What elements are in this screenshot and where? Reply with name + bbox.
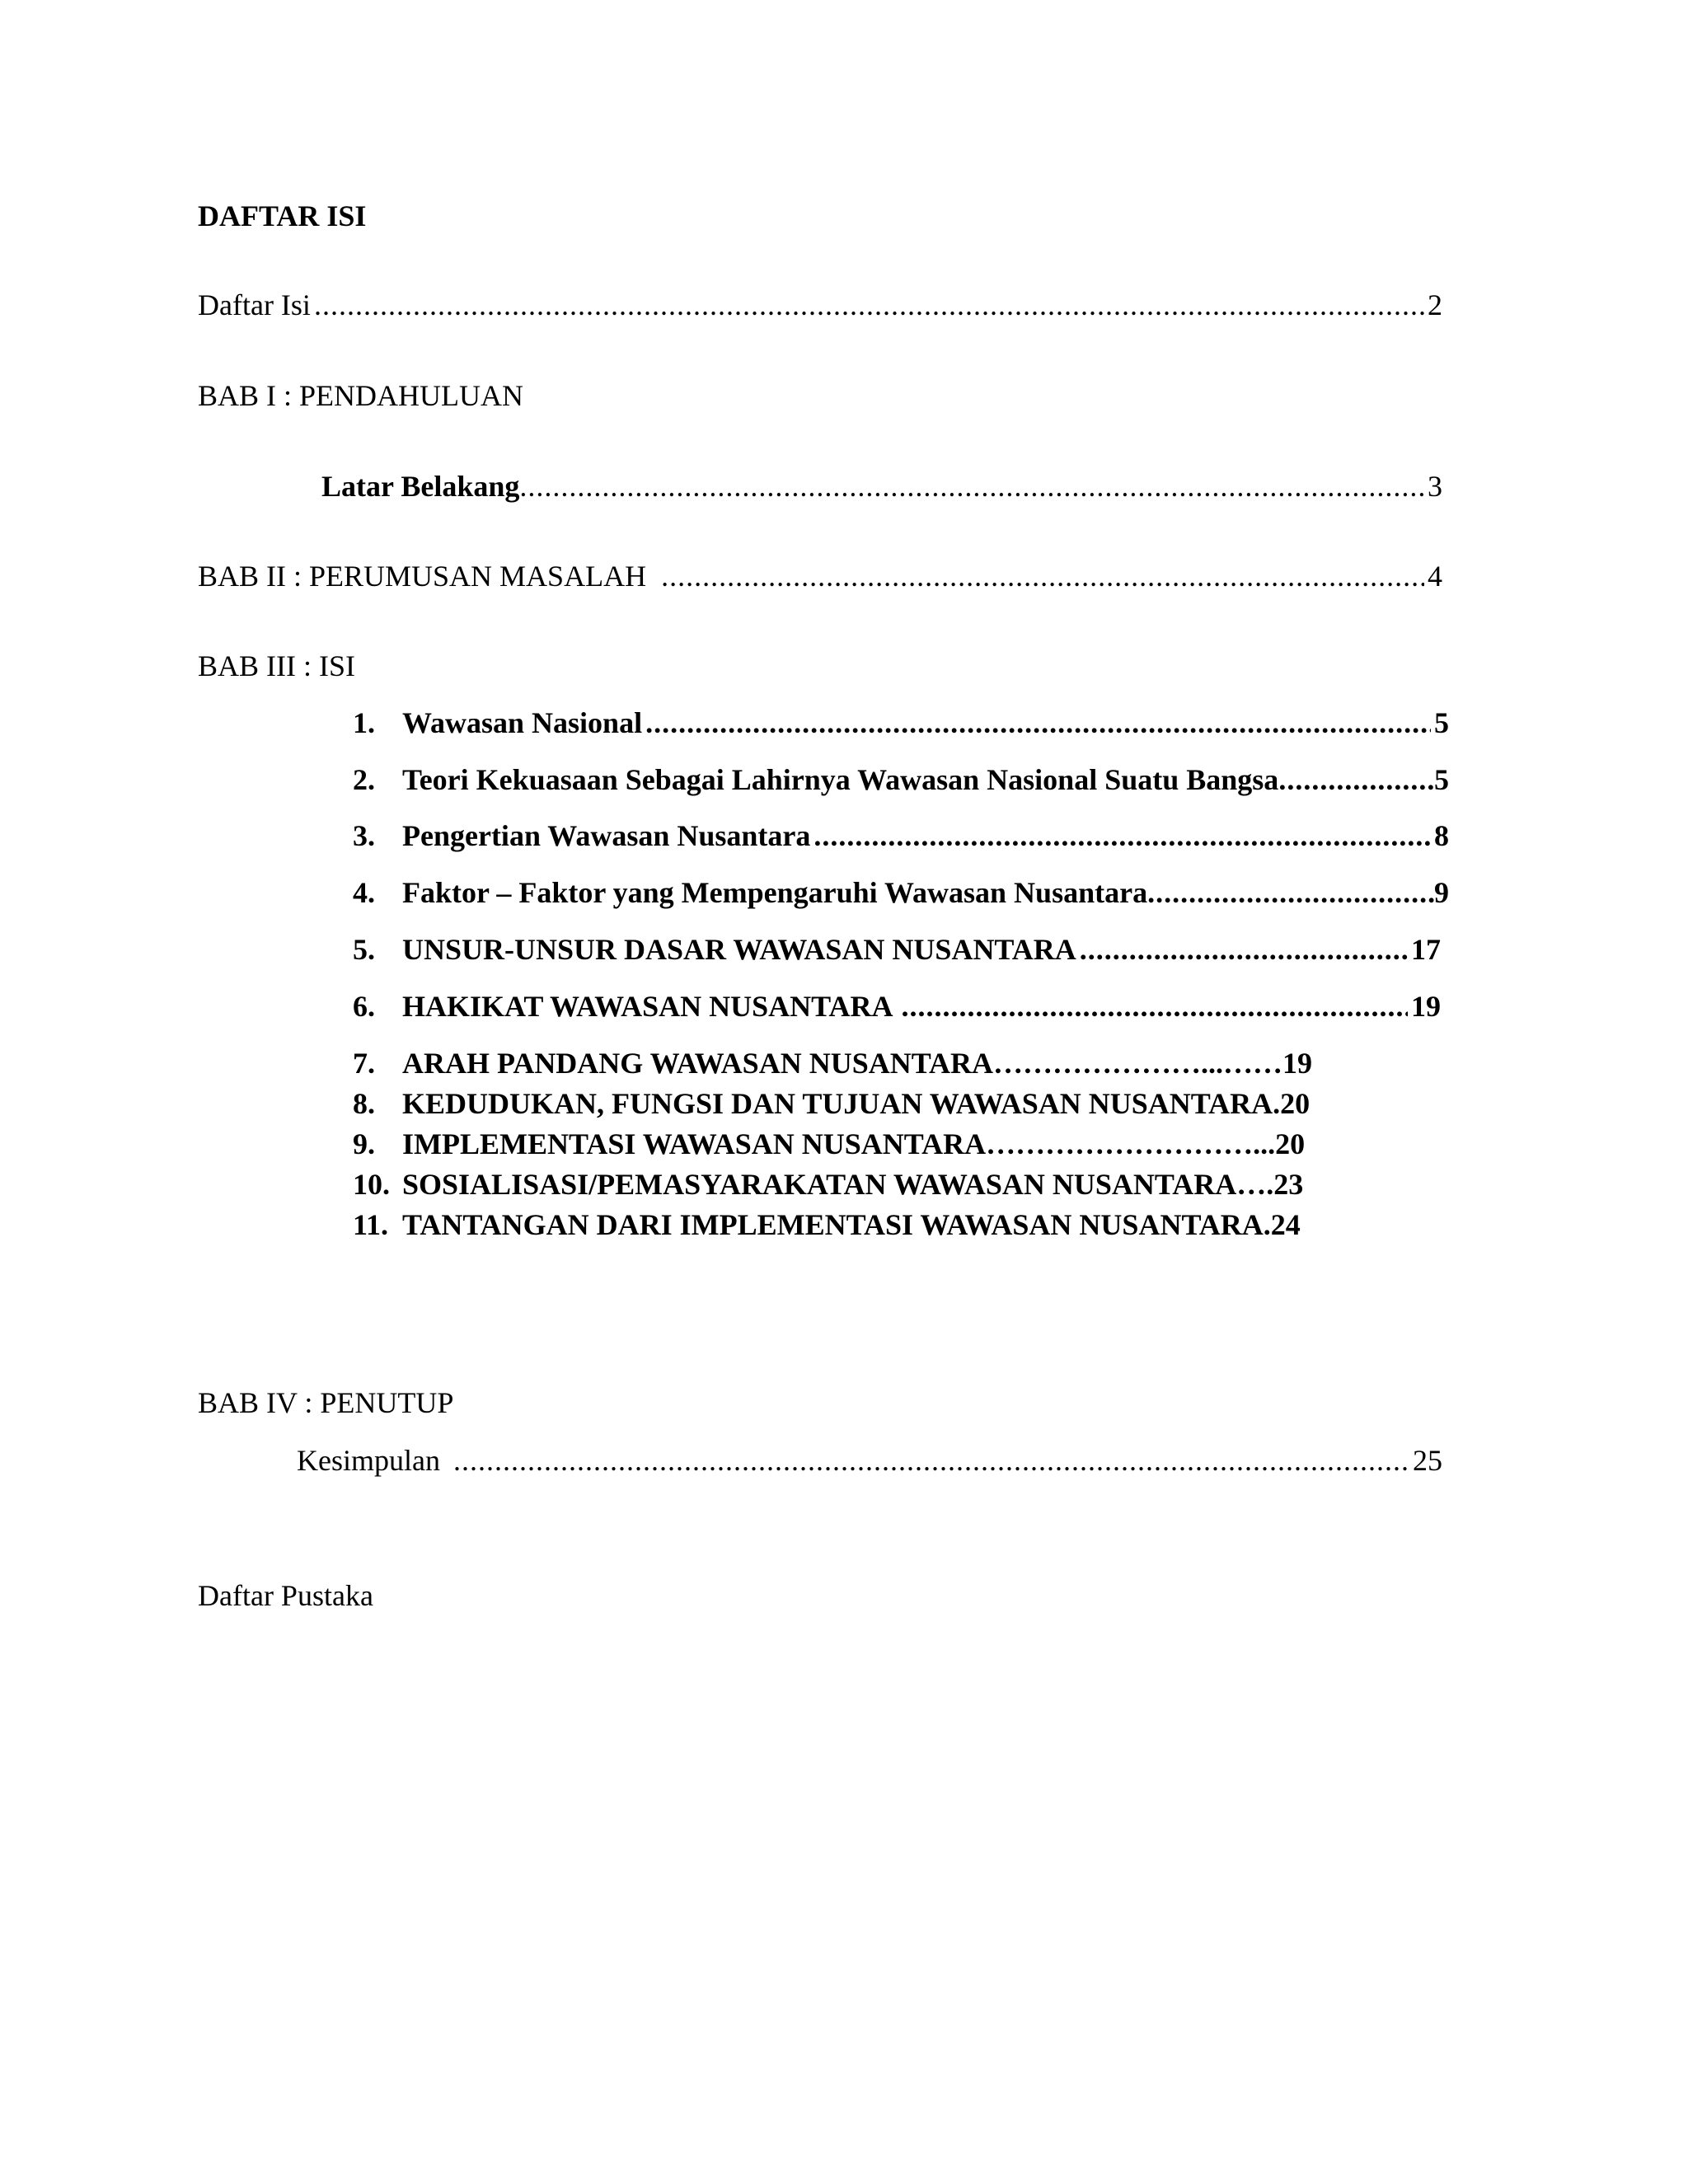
toc-label: Kesimpulan [297, 1444, 440, 1477]
toc-page-number: 25 [1413, 1444, 1442, 1477]
toc-item-number: 10. [353, 1168, 390, 1201]
toc-entry-kesimpulan [297, 1442, 1442, 1479]
toc-item-text: SOSIALISASI/PEMASYARAKATAN WAWASAN NUSANTARA….23 [402, 1168, 1304, 1201]
toc-item-3 [353, 818, 1449, 854]
toc-item-1 [353, 705, 1449, 741]
toc-label: Teori Kekuasaan Sebagai Lahirnya Wawasan Nasional Suatu Bangsa [402, 763, 1279, 796]
toc-page-number: 8 [1434, 819, 1449, 852]
toc-entry-latar-belakang [321, 468, 1442, 504]
toc-chapter-bab-3: BAB III : ISI [198, 649, 355, 682]
toc-item-5 [353, 931, 1441, 968]
toc-chapter-bab-1: BAB I : PENDAHULUAN [198, 379, 523, 412]
toc-label: BAB II : PERUMUSAN MASALAH [198, 560, 647, 593]
toc-label: Latar Belakang [321, 470, 520, 503]
toc-item-11 [353, 1207, 1301, 1243]
toc-page-number: 9 [1434, 876, 1449, 909]
toc-page-number: 5 [1434, 763, 1449, 796]
toc-item-4 [353, 874, 1449, 911]
toc-chapter-bab-4: BAB IV : PENUTUP [198, 1386, 454, 1419]
toc-item-6 [353, 988, 1441, 1024]
toc-item-number: 2. [353, 763, 375, 796]
toc-page-number: 2 [1428, 288, 1442, 321]
toc-leader-dots [1080, 931, 1408, 968]
toc-item-number: 3. [353, 819, 375, 852]
toc-label: Wawasan Nasional [402, 706, 643, 739]
toc-label: Daftar Isi [198, 288, 311, 321]
toc-leader-dots [661, 558, 1424, 594]
toc-item-7 [353, 1045, 1312, 1081]
toc-item-number: 5. [353, 933, 375, 966]
toc-leader-dots [901, 988, 1408, 1024]
toc-page-number: 3 [1428, 470, 1442, 503]
toc-item-number: 6. [353, 990, 375, 1023]
page-title: DAFTAR ISI [198, 199, 367, 232]
toc-item-text: TANTANGAN DARI IMPLEMENTASI WAWASAN NUSANTARA.24 [402, 1208, 1301, 1241]
toc-label: HAKIKAT WAWASAN NUSANTARA [402, 990, 893, 1023]
toc-item-number: 4. [353, 876, 375, 909]
toc-leader-dots [1278, 762, 1434, 798]
toc-page-number: 17 [1411, 933, 1441, 966]
toc-item-2 [353, 762, 1449, 798]
toc-entry-bab-2 [198, 558, 1442, 594]
toc-item-10 [353, 1166, 1303, 1202]
toc-entry-daftar-pustaka: Daftar Pustaka [198, 1579, 373, 1612]
toc-label: Faktor – Faktor yang Mempengaruhi Wawasan Nusantara [402, 876, 1148, 909]
toc-item-number: 11. [353, 1208, 389, 1241]
toc-label: Pengertian Wawasan Nusantara [402, 819, 811, 852]
toc-page-number: 5 [1434, 706, 1449, 739]
toc-leader-dots [314, 287, 1424, 323]
toc-leader-dots [1147, 874, 1434, 911]
toc-entry-daftar-isi [198, 287, 1442, 323]
toc-leader-dots [814, 818, 1431, 854]
toc-item-text: ARAH PANDANG WAWASAN NUSANTARA…………………...……19 [402, 1047, 1313, 1080]
toc-item-8 [353, 1085, 1310, 1122]
toc-item-number: 8. [353, 1087, 375, 1120]
toc-page-number: 19 [1411, 990, 1441, 1023]
toc-label: UNSUR-UNSUR DASAR WAWASAN NUSANTARA [402, 933, 1076, 966]
toc-leader-dots [453, 1442, 1409, 1479]
toc-item-number: 7. [353, 1047, 375, 1080]
toc-item-9 [353, 1126, 1305, 1162]
toc-item-number: 1. [353, 706, 375, 739]
toc-item-text: IMPLEMENTASI WAWASAN NUSANTARA………………………...20 [402, 1127, 1306, 1160]
toc-item-text: KEDUDUKAN, FUNGSI DAN TUJUAN WAWASAN NUSANTARA.20 [402, 1087, 1311, 1120]
toc-item-number: 9. [353, 1127, 375, 1160]
toc-page-number: 4 [1428, 560, 1442, 593]
toc-leader-dots [519, 468, 1424, 504]
toc-leader-dots [645, 705, 1431, 741]
